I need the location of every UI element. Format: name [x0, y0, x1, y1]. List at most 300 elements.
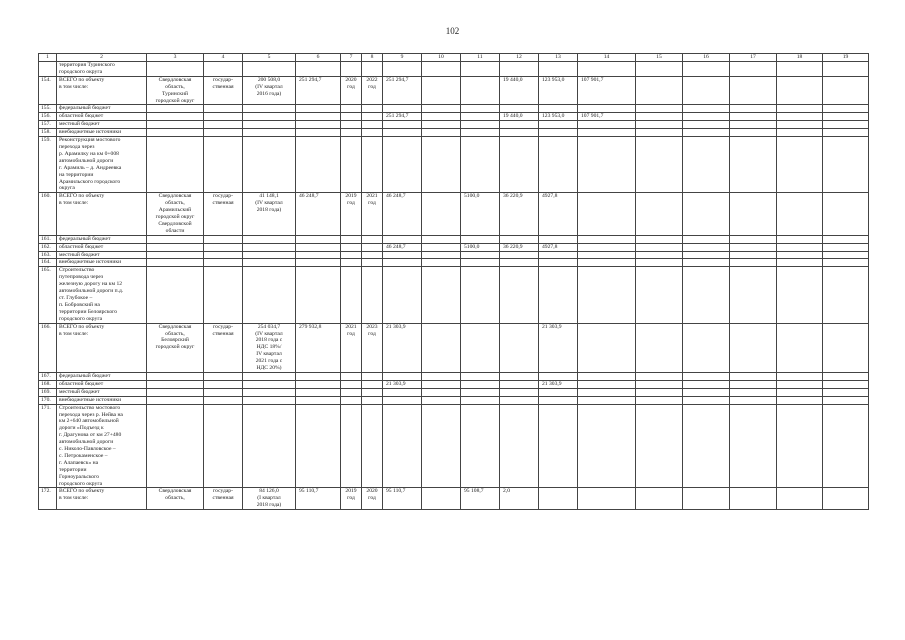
- table-cell: [243, 113, 296, 121]
- table-cell: [636, 121, 683, 129]
- table-cell: [204, 372, 243, 380]
- table-cell: [823, 113, 869, 121]
- table-cell: [823, 137, 869, 193]
- row-name-cell: федеральный бюджет: [57, 235, 147, 243]
- table-cell: [341, 137, 362, 193]
- table-cell: [777, 113, 823, 121]
- table-cell: 84 126,0 (I квартал 2018 года): [243, 488, 296, 510]
- table-cell: [823, 121, 869, 129]
- table-cell: [539, 404, 578, 488]
- table-cell: [422, 388, 461, 396]
- table-cell: [636, 251, 683, 259]
- table-cell: [777, 235, 823, 243]
- table-cell: [823, 129, 869, 137]
- table-cell: [777, 121, 823, 129]
- table-cell: [777, 404, 823, 488]
- row-number-cell: 159.: [39, 137, 57, 193]
- column-number: 9: [383, 54, 422, 62]
- table-cell: [422, 259, 461, 267]
- table-cell: [422, 488, 461, 510]
- row-name-cell: Строительство путепровода через железную дорогу на км 12 автомобильной дороги п.д. ст. Глубокое – п. Бобровский на территории Белоярского городского округа: [57, 267, 147, 323]
- table-cell: [578, 137, 636, 193]
- table-cell: [296, 380, 341, 388]
- table-cell: [383, 372, 422, 380]
- row-number-cell: 169.: [39, 388, 57, 396]
- row-number-cell: 165.: [39, 267, 57, 323]
- table-cell: [683, 372, 730, 380]
- table-cell: [461, 251, 500, 259]
- table-cell: государ- ственная: [204, 488, 243, 510]
- table-cell: [296, 259, 341, 267]
- table-cell: [730, 235, 777, 243]
- table-cell: 2022 год: [362, 76, 383, 105]
- table-row: [39, 235, 869, 243]
- table-cell: [730, 488, 777, 510]
- row-name-cell: областной бюджет: [57, 243, 147, 251]
- table-cell: Свердловская область, Арамильский городской округ Свердловской области: [147, 193, 204, 235]
- table-cell: [500, 105, 539, 113]
- table-cell: Свердловская область, Туринский городской округ: [147, 76, 204, 105]
- table-cell: [730, 62, 777, 77]
- table-cell: [578, 121, 636, 129]
- table-cell: [823, 193, 869, 235]
- table-cell: [341, 251, 362, 259]
- row-number-cell: 168.: [39, 380, 57, 388]
- table-cell: [204, 62, 243, 77]
- table-cell: [823, 235, 869, 243]
- table-cell: 4927,8: [539, 243, 578, 251]
- table-cell: [341, 243, 362, 251]
- table-cell: [578, 267, 636, 323]
- table-row: [39, 113, 869, 121]
- table-cell: [578, 105, 636, 113]
- row-number-cell: 170.: [39, 396, 57, 404]
- table-cell: [243, 121, 296, 129]
- table-cell: [147, 243, 204, 251]
- table-cell: [539, 121, 578, 129]
- table-cell: [636, 129, 683, 137]
- table-cell: [823, 259, 869, 267]
- row-number-cell: 172.: [39, 488, 57, 510]
- table-cell: [500, 137, 539, 193]
- table-cell: [383, 105, 422, 113]
- table-cell: 251 294,7: [383, 76, 422, 105]
- table-cell: [461, 137, 500, 193]
- table-cell: 107 901,7: [578, 76, 636, 105]
- table-cell: [636, 259, 683, 267]
- table-cell: [683, 76, 730, 105]
- table-cell: [296, 388, 341, 396]
- table-cell: [777, 488, 823, 510]
- table-cell: [341, 267, 362, 323]
- table-cell: [823, 323, 869, 372]
- table-cell: [777, 372, 823, 380]
- table-cell: [636, 396, 683, 404]
- table-cell: [461, 267, 500, 323]
- table-cell: [243, 380, 296, 388]
- table-cell: [777, 323, 823, 372]
- table-cell: [578, 235, 636, 243]
- table-cell: [730, 323, 777, 372]
- table-cell: [730, 76, 777, 105]
- table-cell: [777, 62, 823, 77]
- table-cell: [147, 235, 204, 243]
- table-cell: 2019 год: [341, 193, 362, 235]
- table-cell: [383, 137, 422, 193]
- table-cell: [362, 137, 383, 193]
- table-cell: [777, 129, 823, 137]
- table-cell: [296, 372, 341, 380]
- table-cell: [147, 129, 204, 137]
- table-cell: [243, 105, 296, 113]
- table-cell: Свердловская область, Белоярский городской округ: [147, 323, 204, 372]
- column-number: 6: [296, 54, 341, 62]
- table-cell: 95 108,7: [461, 488, 500, 510]
- table-cell: [578, 380, 636, 388]
- table-cell: [683, 243, 730, 251]
- row-number-cell: 155.: [39, 105, 57, 113]
- table-cell: [296, 267, 341, 323]
- table-cell: [362, 129, 383, 137]
- table-cell: [823, 62, 869, 77]
- table-cell: [461, 404, 500, 488]
- table-cell: [341, 235, 362, 243]
- table-cell: [636, 113, 683, 121]
- table-cell: [683, 121, 730, 129]
- table-cell: [383, 129, 422, 137]
- table-cell: [296, 235, 341, 243]
- table-cell: [362, 105, 383, 113]
- table-cell: [683, 137, 730, 193]
- table-row: [39, 259, 869, 267]
- table-cell: [341, 396, 362, 404]
- table-cell: [683, 404, 730, 488]
- table-cell: [539, 388, 578, 396]
- table-cell: [730, 129, 777, 137]
- table-cell: [636, 76, 683, 105]
- table-cell: [422, 323, 461, 372]
- table-cell: 41 148,1 (IV квартал 2018 года): [243, 193, 296, 235]
- row-name-cell: территория Туринского городского округа: [57, 62, 147, 77]
- table-cell: [730, 404, 777, 488]
- table-cell: [578, 243, 636, 251]
- table-cell: 19 440,0: [500, 76, 539, 105]
- table-cell: [362, 372, 383, 380]
- table-cell: [341, 129, 362, 137]
- column-number: 14: [578, 54, 636, 62]
- table-cell: [823, 76, 869, 105]
- table-cell: [362, 121, 383, 129]
- table-cell: [730, 388, 777, 396]
- row-number-cell: 167.: [39, 372, 57, 380]
- table-cell: [823, 404, 869, 488]
- table-cell: [204, 396, 243, 404]
- table-cell: 4927,8: [539, 193, 578, 235]
- table-cell: [730, 243, 777, 251]
- table-cell: [823, 267, 869, 323]
- column-number: 17: [730, 54, 777, 62]
- table-cell: [500, 323, 539, 372]
- table-cell: [539, 396, 578, 404]
- table-cell: [578, 396, 636, 404]
- table-cell: [422, 235, 461, 243]
- row-name-cell: ВСЕГО по объекту в том числе:: [57, 193, 147, 235]
- table-row: [39, 243, 869, 251]
- row-name-cell: местный бюджет: [57, 121, 147, 129]
- column-number: 5: [243, 54, 296, 62]
- table-row: [39, 105, 869, 113]
- table-cell: [683, 267, 730, 323]
- table-cell: [636, 323, 683, 372]
- row-number-cell: 154.: [39, 76, 57, 105]
- table-cell: [636, 267, 683, 323]
- table-row: [39, 62, 869, 77]
- table-cell: [422, 243, 461, 251]
- table-cell: [777, 396, 823, 404]
- row-number-cell: 163.: [39, 251, 57, 259]
- table-cell: [422, 251, 461, 259]
- table-cell: [500, 251, 539, 259]
- table-cell: [461, 105, 500, 113]
- table-cell: [730, 380, 777, 388]
- table-cell: [461, 129, 500, 137]
- table-cell: [730, 137, 777, 193]
- row-name-cell: внебюджетные источники: [57, 259, 147, 267]
- table-cell: [461, 396, 500, 404]
- table-cell: [500, 372, 539, 380]
- table-row: [39, 137, 869, 193]
- table-cell: [147, 267, 204, 323]
- table-cell: [636, 235, 683, 243]
- table-row: [39, 404, 869, 488]
- table-cell: 254 034,7 (IV квартал 2018 года с НДС 18%/ IV квартал 2021 года с НДС 20%): [243, 323, 296, 372]
- table-cell: [362, 404, 383, 488]
- column-number: 10: [422, 54, 461, 62]
- table-cell: [422, 129, 461, 137]
- table-cell: [296, 243, 341, 251]
- table-cell: [422, 267, 461, 323]
- table-cell: [422, 105, 461, 113]
- table-cell: [578, 372, 636, 380]
- table-cell: [461, 62, 500, 77]
- table-cell: 2019 год: [341, 488, 362, 510]
- table-cell: [461, 323, 500, 372]
- table-cell: [539, 235, 578, 243]
- row-number-cell: 160.: [39, 193, 57, 235]
- table-cell: 107 901,7: [578, 113, 636, 121]
- row-number-cell: 162.: [39, 243, 57, 251]
- table-cell: 200 508,0 (IV квартал 2016 года): [243, 76, 296, 105]
- table-cell: [823, 243, 869, 251]
- table-cell: [500, 235, 539, 243]
- table-cell: [500, 267, 539, 323]
- table-cell: [204, 251, 243, 259]
- table-cell: [422, 113, 461, 121]
- column-number: 11: [461, 54, 500, 62]
- column-number: 13: [539, 54, 578, 62]
- table-cell: [341, 372, 362, 380]
- table-cell: [578, 129, 636, 137]
- row-name-cell: областной бюджет: [57, 113, 147, 121]
- column-number: 1: [39, 54, 57, 62]
- table-cell: [823, 380, 869, 388]
- table-cell: [730, 113, 777, 121]
- table-cell: [823, 388, 869, 396]
- table-cell: [730, 372, 777, 380]
- table-cell: [296, 404, 341, 488]
- table-cell: 21 303,9: [539, 380, 578, 388]
- table-cell: [636, 243, 683, 251]
- table-cell: [461, 388, 500, 396]
- table-cell: [500, 259, 539, 267]
- table-cell: [383, 388, 422, 396]
- table-cell: [362, 267, 383, 323]
- table-cell: [383, 267, 422, 323]
- table-cell: [147, 372, 204, 380]
- table-cell: [147, 113, 204, 121]
- table-cell: 21 303,9: [539, 323, 578, 372]
- table-cell: [578, 259, 636, 267]
- table-cell: [730, 105, 777, 113]
- table-cell: [362, 396, 383, 404]
- table-cell: 2021 год: [362, 193, 383, 235]
- table-cell: [362, 62, 383, 77]
- table-cell: [204, 121, 243, 129]
- table-cell: [243, 129, 296, 137]
- table-cell: [147, 251, 204, 259]
- table-cell: [636, 193, 683, 235]
- table-cell: [823, 251, 869, 259]
- row-number-cell: [39, 62, 57, 77]
- table-cell: 2020 год: [362, 488, 383, 510]
- table-cell: [243, 243, 296, 251]
- row-number-cell: 171.: [39, 404, 57, 488]
- table-cell: [243, 388, 296, 396]
- column-number: 3: [147, 54, 204, 62]
- table-cell: [683, 488, 730, 510]
- table-cell: [204, 113, 243, 121]
- row-name-cell: ВСЕГО по объекту в том числе:: [57, 488, 147, 510]
- table-cell: Свердловская область,: [147, 488, 204, 510]
- table-cell: [730, 251, 777, 259]
- row-name-cell: внебюджетные источники: [57, 396, 147, 404]
- table-cell: 46 248,7: [383, 193, 422, 235]
- table-cell: [539, 105, 578, 113]
- table-cell: [147, 380, 204, 388]
- table-cell: [777, 259, 823, 267]
- table-cell: [578, 488, 636, 510]
- table-cell: [362, 113, 383, 121]
- table-cell: [383, 235, 422, 243]
- table-cell: 5100,0: [461, 193, 500, 235]
- column-number-row: [39, 54, 869, 62]
- table-cell: [461, 372, 500, 380]
- table-cell: [777, 243, 823, 251]
- column-number: 16: [683, 54, 730, 62]
- table-cell: [422, 396, 461, 404]
- table-cell: [341, 388, 362, 396]
- page-number: 102: [445, 26, 460, 36]
- table-cell: [578, 251, 636, 259]
- table-cell: [683, 193, 730, 235]
- table-cell: [683, 251, 730, 259]
- table-cell: [683, 62, 730, 77]
- table-cell: [636, 137, 683, 193]
- table-cell: [296, 113, 341, 121]
- table-cell: 123 953,0: [539, 113, 578, 121]
- row-name-cell: Строительство мостового перехода через р. Нейва на км 2+640 автомобильной дороги «Подъезд к г. Драгунова от км 27+480 автомобильной дороги с. Николо-Павловское – с. Петрокаменское – г. Алапаевск» на территории Горноуральского городского округа: [57, 404, 147, 488]
- investment-table: [38, 53, 869, 510]
- row-name-cell: местный бюджет: [57, 251, 147, 259]
- table-cell: 2020 год: [341, 76, 362, 105]
- table-cell: [341, 105, 362, 113]
- table-cell: [683, 396, 730, 404]
- table-row: [39, 372, 869, 380]
- table-cell: [341, 380, 362, 388]
- table-cell: [683, 113, 730, 121]
- table-cell: [422, 76, 461, 105]
- table-cell: [683, 388, 730, 396]
- table-cell: [147, 259, 204, 267]
- row-name-cell: ВСЕГО по объекту в том числе:: [57, 76, 147, 105]
- table-cell: [500, 396, 539, 404]
- table-row: [39, 323, 869, 372]
- row-name-cell: федеральный бюджет: [57, 372, 147, 380]
- table-row: [39, 267, 869, 323]
- table-cell: [539, 267, 578, 323]
- row-name-cell: местный бюджет: [57, 388, 147, 396]
- table-cell: [296, 62, 341, 77]
- table-cell: [362, 243, 383, 251]
- table-cell: [204, 105, 243, 113]
- table-cell: [422, 404, 461, 488]
- table-cell: [296, 105, 341, 113]
- table-cell: [683, 129, 730, 137]
- table-cell: [362, 259, 383, 267]
- table-cell: [296, 251, 341, 259]
- table-cell: [204, 235, 243, 243]
- table-cell: [383, 62, 422, 77]
- table-cell: [683, 380, 730, 388]
- table-cell: [147, 105, 204, 113]
- table-row: [39, 121, 869, 129]
- table-cell: [383, 251, 422, 259]
- table-cell: [539, 372, 578, 380]
- table-cell: [730, 193, 777, 235]
- row-number-cell: 164.: [39, 259, 57, 267]
- table-cell: 95 110,7: [296, 488, 341, 510]
- table-cell: [362, 380, 383, 388]
- table-cell: [636, 488, 683, 510]
- column-number: 15: [636, 54, 683, 62]
- table-cell: [683, 323, 730, 372]
- table-cell: [539, 137, 578, 193]
- table-cell: 21 303,9: [383, 323, 422, 372]
- table-cell: [683, 105, 730, 113]
- table-cell: [362, 388, 383, 396]
- table-cell: [296, 396, 341, 404]
- table-cell: [777, 76, 823, 105]
- table-cell: 2023 год: [362, 323, 383, 372]
- table-cell: 5100,0: [461, 243, 500, 251]
- column-number: 4: [204, 54, 243, 62]
- table-cell: [243, 137, 296, 193]
- table-row: [39, 488, 869, 510]
- table-row: [39, 193, 869, 235]
- table-cell: [539, 129, 578, 137]
- column-number: 12: [500, 54, 539, 62]
- column-number: 2: [57, 54, 147, 62]
